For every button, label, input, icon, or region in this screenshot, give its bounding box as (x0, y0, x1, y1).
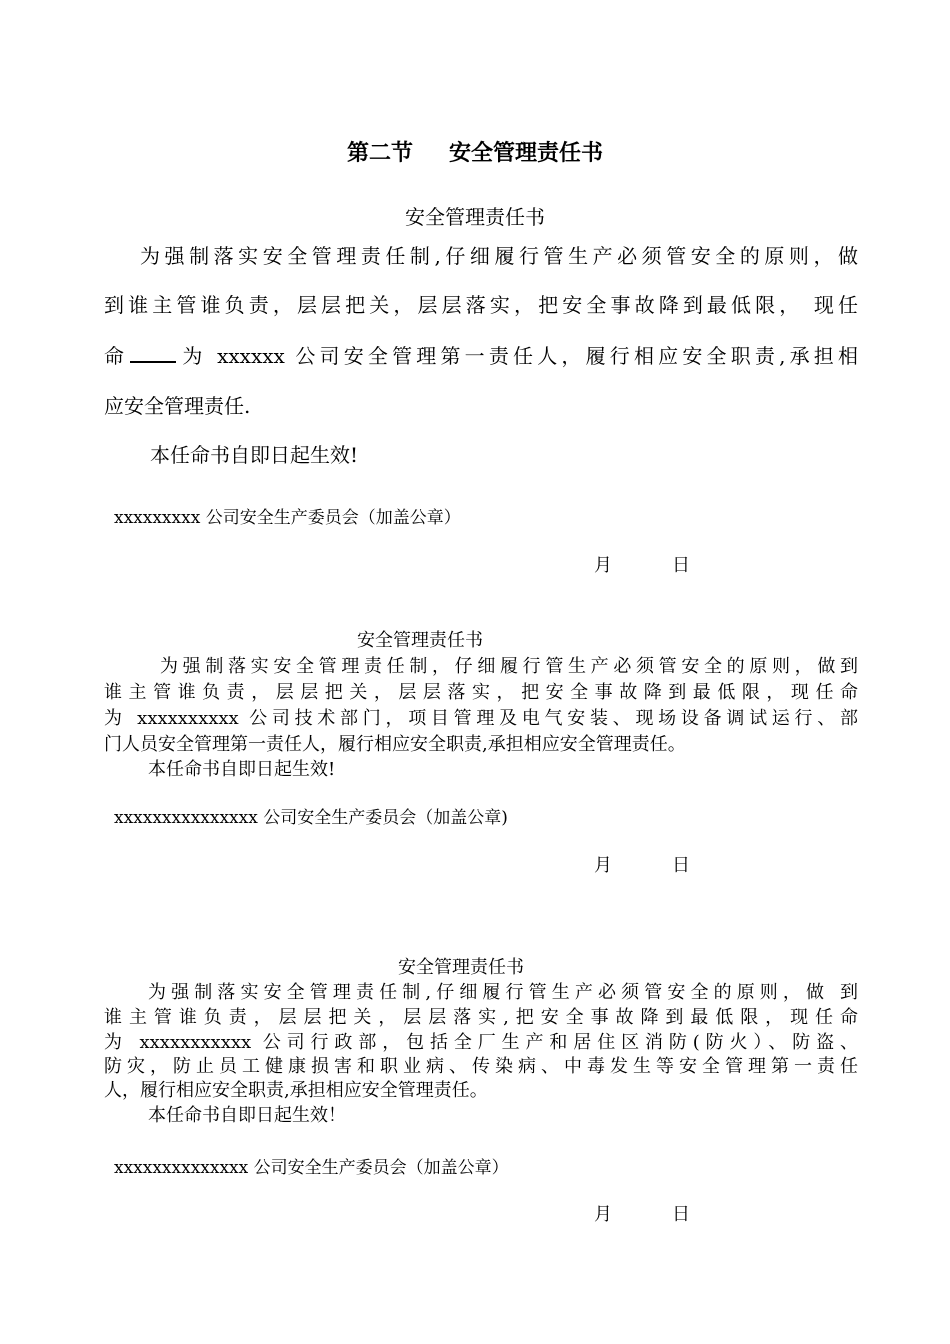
day-label: 日 (672, 1204, 690, 1225)
body-line: 为 xxxxxxxxxxx 公司行政部，包括全厂生产和居住区消防(防火）、防盗、 (104, 1032, 858, 1053)
letter-title: 安全管理责任书 (357, 630, 483, 651)
date-line (594, 1200, 690, 1226)
body-line: 到谁主管谁负责，层层把关，层层落实，把安全事故降到最低限， 现任 (104, 293, 858, 317)
signature-line: xxxxxxxxxxxxxx 公司安全生产委员会（加盖公章） (114, 1158, 509, 1178)
appointee-blank (130, 341, 176, 363)
letter-title: 安全管理责任书 (398, 957, 524, 978)
body-text: 命 (104, 344, 129, 368)
month-label: 月 (594, 1204, 612, 1225)
day-label: 日 (672, 855, 690, 876)
body-line: 为强制落实安全管理责任制,仔细履行管生产必须管安全的原则，做 到 (148, 982, 858, 1003)
date-line (594, 851, 690, 877)
body-line: 应安全管理责任. (104, 394, 251, 418)
heading-section-title: 安全管理责任书 (449, 140, 604, 166)
signature-line: xxxxxxxxx 公司安全生产委员会（加盖公章） (114, 508, 461, 528)
body-line-with-blank (104, 340, 858, 370)
letter-title: 安全管理责任书 (405, 205, 545, 229)
section-heading (0, 136, 950, 167)
body-line: 为强制落实安全管理责任制，仔细履行管生产必须管安全的原则，做到 (160, 656, 858, 677)
body-line: 门人员安全管理第一责任人，履行相应安全职责,承担相应安全管理责任。 (104, 734, 686, 755)
body-line: 谁主管谁负责，层层把关，层层落实，把安全事故降到最低限，现任命 (104, 682, 858, 703)
signature-line: xxxxxxxxxxxxxxx 公司安全生产委员会（加盖公章) (114, 808, 508, 828)
body-line: 谁主管谁负责，层层把关，层层落实,把安全事故降到最低限，现任命 (104, 1007, 858, 1028)
body-line: 防灾，防止员工健康损害和职业病、传染病、中毒发生等安全管理第一责任 (104, 1056, 858, 1077)
date-line (594, 551, 690, 577)
heading-section-number: 第二节 (346, 140, 413, 166)
month-label: 月 (594, 855, 612, 876)
month-label: 月 (594, 555, 612, 576)
day-label: 日 (672, 555, 690, 576)
body-line: 人，履行相应安全职责,承担相应安全管理责任。 (104, 1080, 488, 1101)
effective-statement: 本任命书自即日起生效! (148, 759, 336, 780)
body-line: 为强制落实安全管理责任制,仔细履行管生产必须管安全的原则，做 (140, 244, 858, 268)
effective-statement: 本任命书自即日起生效! (150, 443, 359, 467)
effective-statement: 本任命书自即日起生效！ (148, 1105, 346, 1126)
body-text: 为 xxxxxx 公司安全管理第一责任人，履行相应安全职责,承担相 (178, 344, 858, 368)
body-line: 为 xxxxxxxxxx 公司技术部门，项目管理及电气安装、现场设备调试运行、部 (104, 708, 858, 729)
